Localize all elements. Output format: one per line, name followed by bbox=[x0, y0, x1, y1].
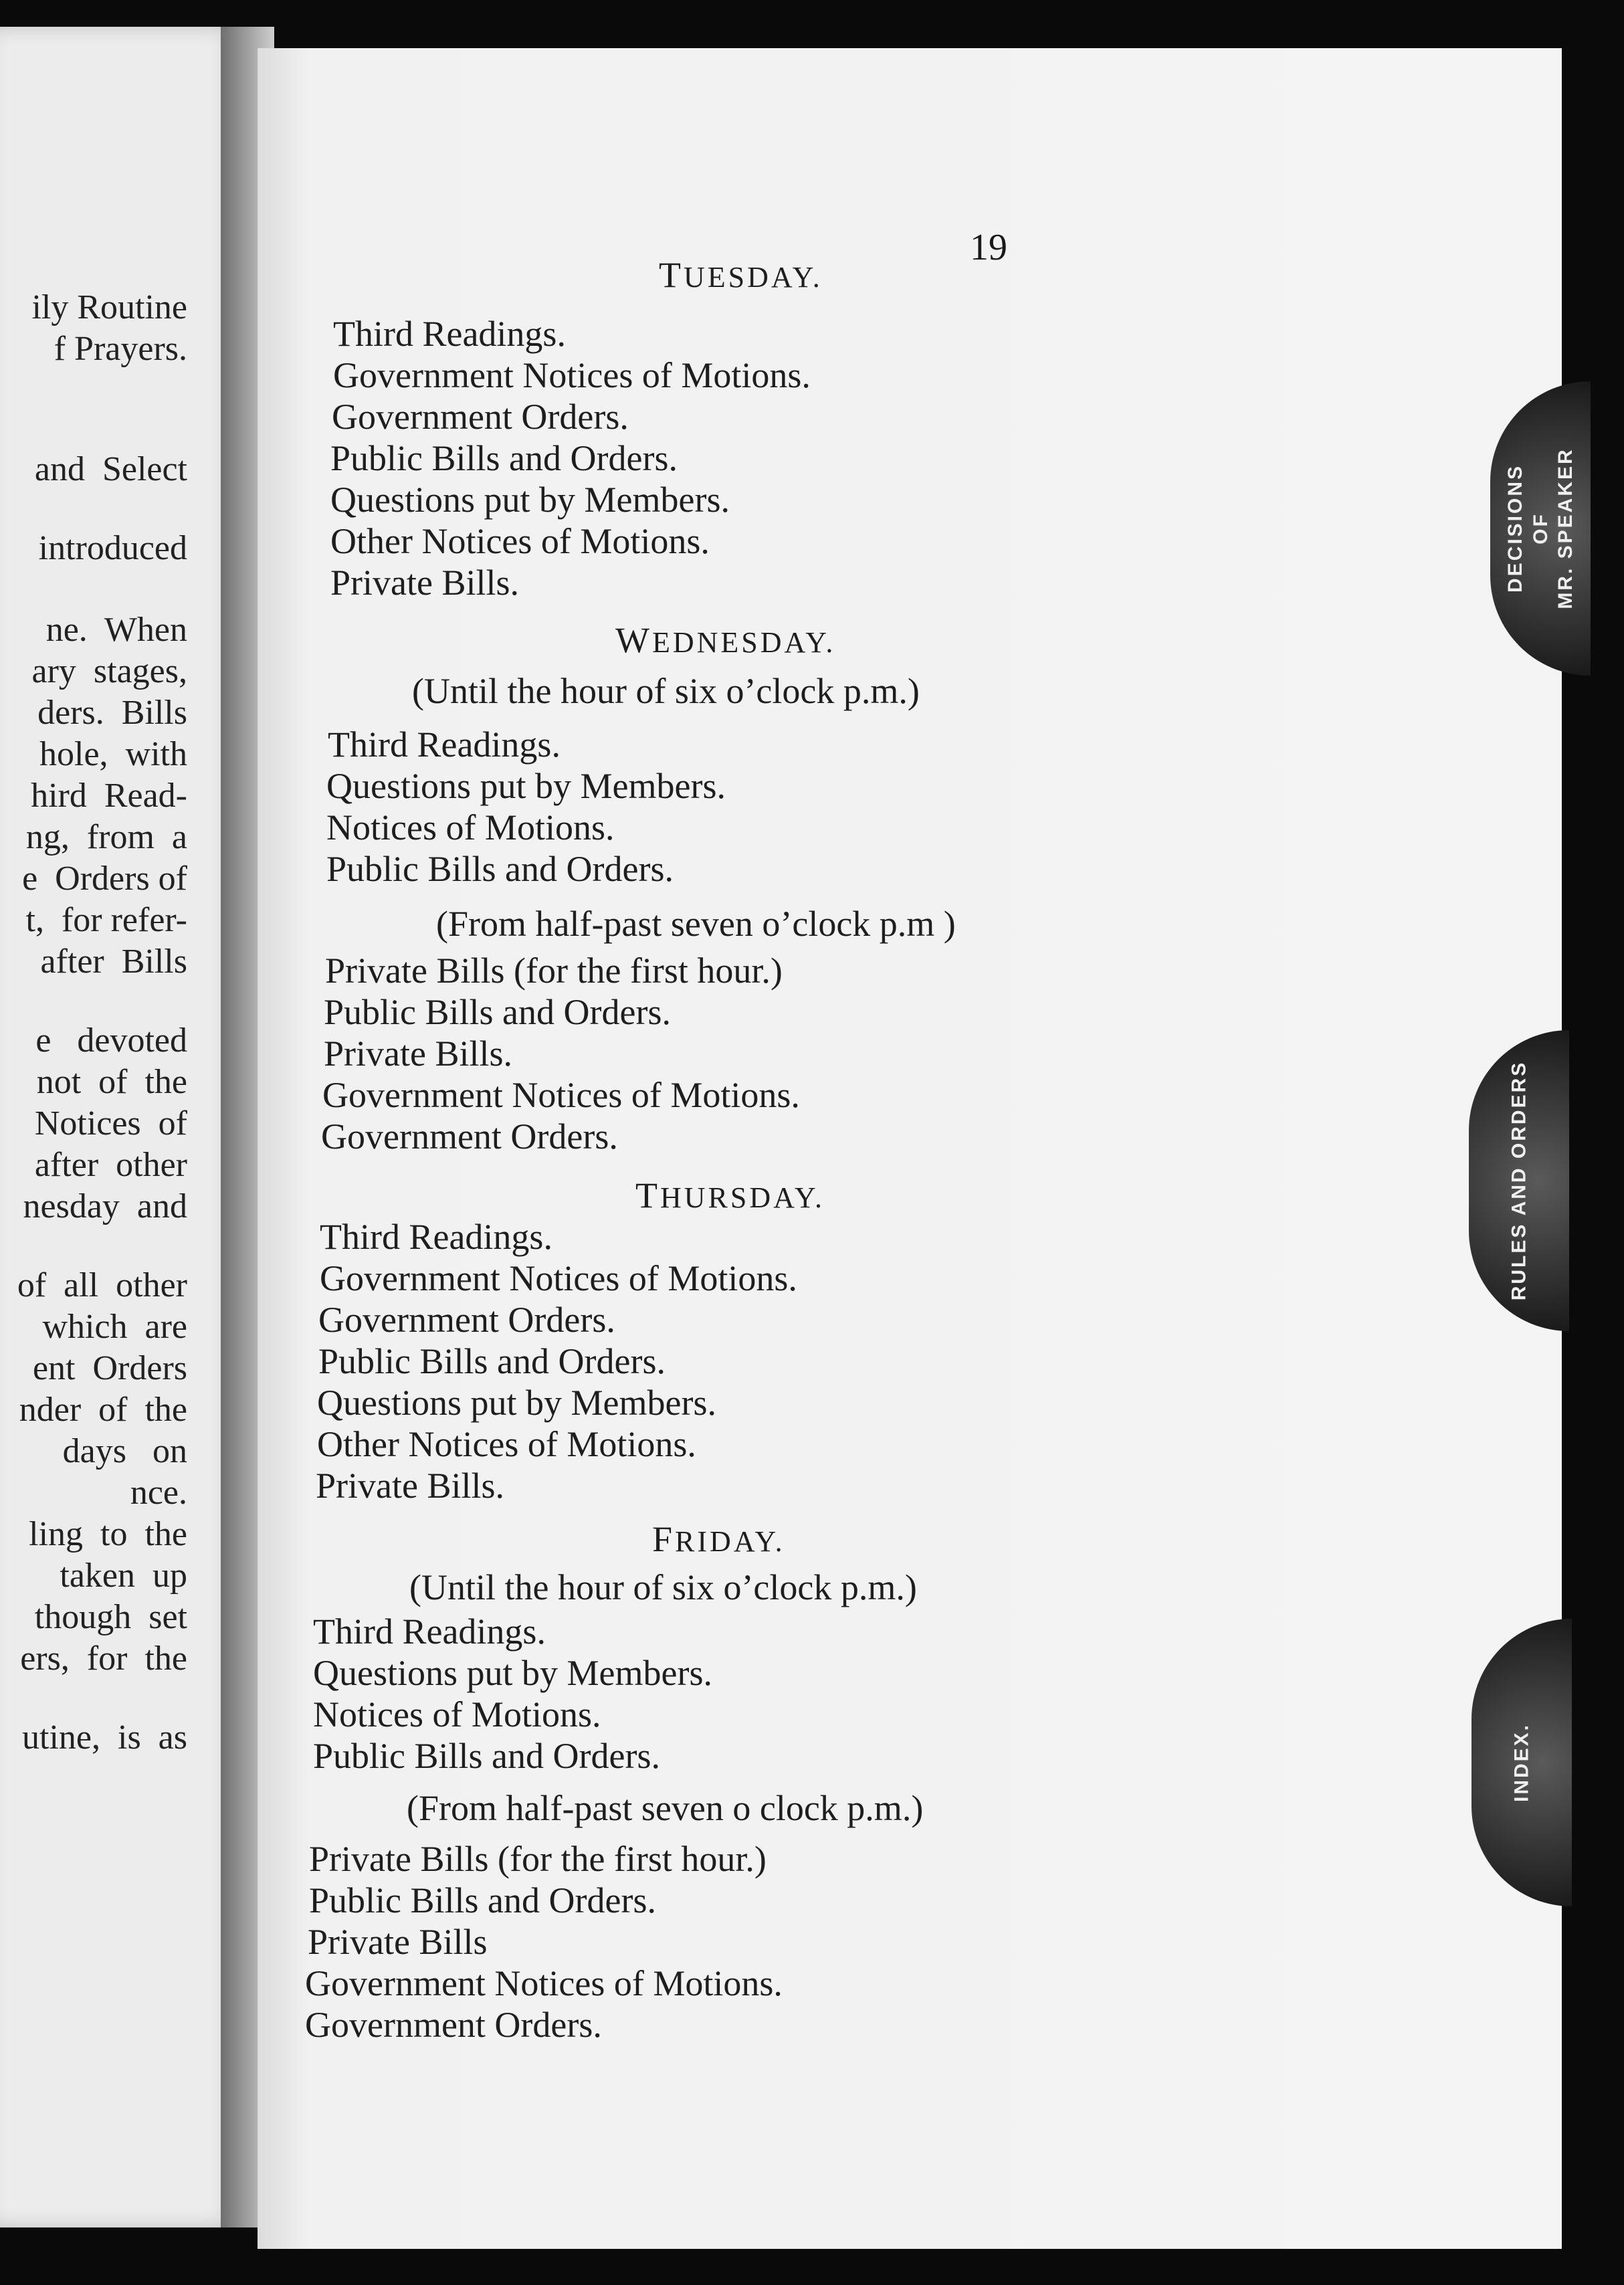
order-item: Public Bills and Orders. bbox=[313, 1736, 660, 1776]
order-item: Private Bills (for the first hour.) bbox=[325, 951, 783, 991]
left-page-text-fragment: of all other bbox=[17, 1266, 187, 1304]
order-item: Notices of Motions. bbox=[326, 807, 615, 848]
time-note: (From half-past seven o clock p.m.) bbox=[407, 1788, 924, 1828]
left-page-text-fragment: after other bbox=[34, 1146, 187, 1184]
order-item: Other Notices of Motions. bbox=[330, 521, 710, 561]
left-page-text-fragment: ders. Bills bbox=[37, 694, 187, 732]
order-item: Government Notices of Motions. bbox=[322, 1075, 800, 1115]
order-item: Public Bills and Orders. bbox=[324, 992, 671, 1032]
left-page-text-fragment: e devoted bbox=[35, 1021, 187, 1060]
order-item: Government Orders. bbox=[321, 1116, 618, 1157]
left-page-text-fragment: ling to the bbox=[29, 1515, 187, 1553]
left-page-text-fragment: Notices of bbox=[34, 1104, 187, 1142]
left-page-text-fragment: and Select bbox=[34, 450, 187, 488]
page-number: 19 bbox=[970, 227, 1007, 268]
order-item: Government Orders. bbox=[318, 1300, 615, 1340]
order-item: Third Readings. bbox=[328, 724, 561, 765]
order-item: Notices of Motions. bbox=[313, 1694, 601, 1734]
left-page-text-fragment: nesday and bbox=[23, 1187, 187, 1225]
left-page-text-fragment: ne. When bbox=[45, 611, 187, 649]
tab-label: DECISIONS OF MR. SPEAKER bbox=[1504, 448, 1577, 609]
order-item: Government Notices of Motions. bbox=[320, 1258, 797, 1298]
left-page-text-fragment: introduced bbox=[38, 529, 187, 567]
left-page-text-fragment: hird Read- bbox=[31, 777, 187, 815]
order-item: Public Bills and Orders. bbox=[326, 849, 674, 889]
left-page-text-fragment: hole, with bbox=[39, 735, 187, 773]
order-item: Public Bills and Orders. bbox=[309, 1880, 656, 1920]
time-note: (Until the hour of six o’clock p.m.) bbox=[412, 671, 920, 711]
left-page-text-fragment: after Bills bbox=[40, 942, 187, 981]
order-item: Third Readings. bbox=[333, 314, 566, 354]
order-item: Public Bills and Orders. bbox=[318, 1341, 666, 1381]
order-item: Government Orders. bbox=[332, 397, 629, 437]
section-heading: TUESDAY. bbox=[659, 255, 823, 295]
left-page-text-fragment: ng, from a bbox=[25, 818, 187, 856]
tab-label: INDEX. bbox=[1510, 1722, 1533, 1803]
order-item: Third Readings. bbox=[320, 1217, 552, 1257]
left-page-text-fragment: ary stages, bbox=[31, 652, 187, 690]
tab-label: RULES AND ORDERS bbox=[1508, 1060, 1530, 1301]
order-item: Questions put by Members. bbox=[313, 1653, 712, 1693]
left-page-text-fragment: f Prayers. bbox=[54, 330, 187, 368]
order-item: Private Bills. bbox=[316, 1466, 504, 1506]
order-item: Government Notices of Motions. bbox=[333, 355, 811, 395]
order-item: Private Bills. bbox=[330, 563, 519, 603]
left-page-text-fragment: t, for refer- bbox=[25, 901, 187, 939]
left-page-text-fragment: though set bbox=[34, 1598, 187, 1636]
left-page bbox=[0, 27, 241, 2227]
time-note: (From half-past seven o’clock p.m ) bbox=[436, 904, 956, 944]
section-heading: FRIDAY. bbox=[652, 1519, 785, 1559]
order-item: Private Bills bbox=[308, 1922, 488, 1962]
order-item: Third Readings. bbox=[313, 1611, 546, 1652]
left-page-text-fragment: e Orders of bbox=[22, 860, 187, 898]
section-heading: THURSDAY. bbox=[635, 1175, 825, 1215]
left-page-text-fragment: nder of the bbox=[19, 1391, 187, 1429]
order-item: Private Bills (for the first hour.) bbox=[309, 1839, 767, 1879]
right-page bbox=[258, 48, 1562, 2249]
order-item: Questions put by Members. bbox=[330, 480, 730, 520]
left-page-text-fragment: taken up bbox=[60, 1557, 187, 1595]
left-page-text-fragment: days on bbox=[62, 1432, 187, 1470]
order-item: Questions put by Members. bbox=[317, 1383, 716, 1423]
left-page-text-fragment: nce. bbox=[130, 1474, 187, 1512]
order-item: Questions put by Members. bbox=[326, 766, 726, 806]
left-page-text-fragment: not of the bbox=[36, 1063, 187, 1101]
order-item: Private Bills. bbox=[324, 1033, 512, 1074]
order-item: Other Notices of Motions. bbox=[317, 1424, 696, 1464]
order-item: Government Notices of Motions. bbox=[305, 1963, 783, 2003]
left-page-text-fragment: utine, is as bbox=[22, 1718, 187, 1757]
order-item: Government Orders. bbox=[305, 2005, 602, 2045]
left-page-text-fragment: ers, for the bbox=[20, 1640, 187, 1678]
order-item: Public Bills and Orders. bbox=[330, 438, 678, 478]
section-heading: WEDNESDAY. bbox=[615, 620, 836, 660]
left-page-text-fragment: ent Orders bbox=[32, 1349, 187, 1387]
left-page-text-fragment: ily Routine bbox=[31, 288, 187, 326]
left-page-text-fragment: which are bbox=[42, 1308, 187, 1346]
time-note: (Until the hour of six o’clock p.m.) bbox=[409, 1567, 917, 1607]
